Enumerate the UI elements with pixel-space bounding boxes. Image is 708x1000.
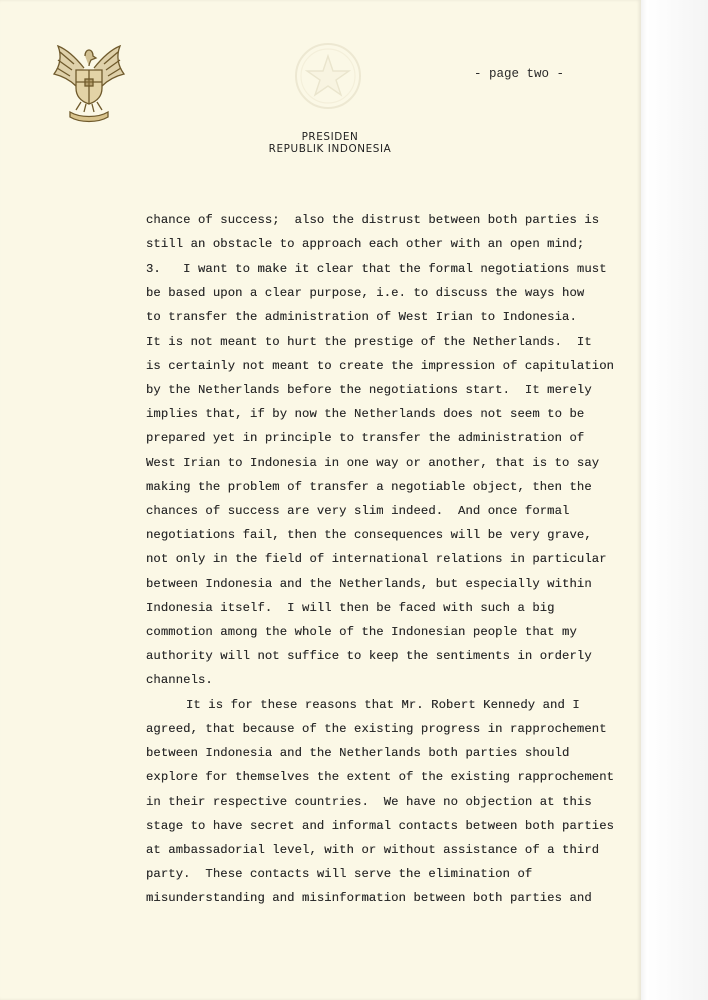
body-line: implies that, if by now the Netherlands does not seem to be	[146, 407, 585, 421]
body-line: between Indonesia and the Netherlands, but especially within	[146, 577, 592, 591]
body-line: negotiations fail, then the consequences will be very grave,	[146, 528, 592, 542]
body-line: agreed, that because of the existing progress in rapprochement	[146, 722, 607, 736]
body-line: Indonesia itself. I will then be faced with such a big	[146, 601, 555, 615]
body-line: explore for themselves the extent of the existing rapprochement	[146, 770, 615, 784]
body-line: between Indonesia and the Netherlands both parties should	[146, 746, 570, 760]
body-line: prepared yet in principle to transfer the administration of	[146, 431, 585, 445]
body-line: is certainly not meant to create the impression of capitulation	[146, 359, 615, 373]
body-line: making the problem of transfer a negotiable object, then the	[146, 480, 592, 494]
body-line: channels.	[146, 673, 213, 687]
body-line: in their respective countries. We have no objection at this	[146, 795, 592, 809]
body-line: commotion among the whole of the Indonesian people that my	[146, 625, 577, 639]
body-line: party. These contacts will serve the elimination of	[146, 867, 533, 881]
body-line: chance of success; also the distrust between both parties is	[146, 213, 600, 227]
body-line: to transfer the administration of West Irian to Indonesia.	[146, 310, 577, 324]
body-line: It is for these reasons that Mr. Robert Kennedy and I	[186, 698, 580, 712]
body-line: 3. I want to make it clear that the formal negotiations must	[146, 262, 607, 276]
body-line: not only in the field of international relations in particular	[146, 552, 607, 566]
body-line: be based upon a clear purpose, i.e. to discuss the ways how	[146, 286, 585, 300]
body-line: chances of success are very slim indeed. And once formal	[146, 504, 570, 518]
body-line: authority will not suffice to keep the sentiments in orderly	[146, 649, 592, 663]
garuda-emblem-icon	[48, 38, 130, 124]
page-number-label: - page two -	[474, 67, 565, 81]
letterhead-title: PRESIDEN	[301, 131, 359, 143]
body-line: stage to have secret and informal contacts between both parties	[146, 819, 615, 833]
page-background-edge	[641, 0, 708, 1000]
body-line: It is not meant to hurt the prestige of the Netherlands. It	[146, 335, 592, 349]
body-line: West Irian to Indonesia in one way or another, that is to say	[146, 456, 600, 470]
embossed-seal-icon	[292, 40, 364, 112]
body-line: misunderstanding and misinformation between both parties and	[146, 891, 592, 905]
letterhead	[245, 131, 415, 155]
body-line: at ambassadorial level, with or without assistance of a third	[146, 843, 600, 857]
body-line: by the Netherlands before the negotiations start. It merely	[146, 383, 592, 397]
letterhead-subtitle: REPUBLIK INDONESIA	[268, 143, 392, 155]
body-line: still an obstacle to approach each other with an open mind;	[146, 237, 585, 251]
